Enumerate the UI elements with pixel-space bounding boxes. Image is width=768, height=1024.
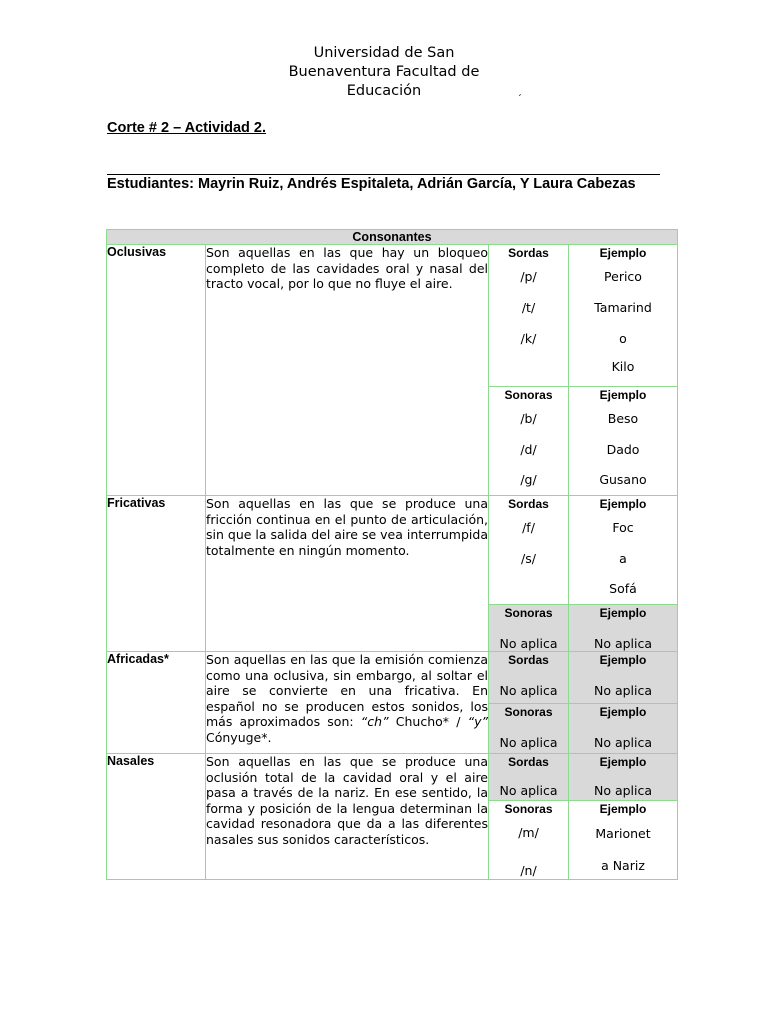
phoneme: /m/ [518,825,539,840]
fricativas-sordas-ejemplo-cell [569,496,678,605]
title-line-2: Buenaventura Facultad de [288,64,480,80]
example-word: o [619,331,627,346]
desc-fricativas: Son aquellas en las que se produce una fricción continua en el punto de articulación, sin que la salida del aire se vea interrumpida totalmente en ningún momento. [206,496,489,652]
example-word: Sofá [609,581,637,596]
students-line: Estudiantes: Mayrin Ruiz, Andrés Espitaleta, Adrián García, Y Laura Cabezas [107,176,636,192]
example-word: Marionet [595,826,651,841]
phoneme: /b/ [520,411,537,426]
sordas-label: Sordas [508,246,549,260]
no-aplica: No aplica [499,683,558,698]
nasales-sonoras-ejemplo-cell [569,801,678,880]
sonoras-label: Sonoras [504,388,553,402]
ejemplo-label: Ejemplo [599,497,647,511]
phoneme: /s/ [521,551,536,566]
fricativas-sonoras-cell [489,605,569,652]
example-word: Foc [612,520,634,535]
ejemplo-label: Ejemplo [599,755,647,769]
no-aplica: No aplica [593,735,653,750]
word-chucho: Chucho* / [388,714,468,729]
no-aplica: No aplica [593,783,653,798]
ejemplo-label: Ejemplo [599,388,647,402]
phoneme: /g/ [520,472,537,487]
no-aplica: No aplica [499,735,558,750]
divider-line [107,174,660,175]
activity-heading: Corte # 2 – Actividad 2. [107,120,267,136]
oclusivas-sordas-cell [489,245,569,387]
title-line-3: Educación [346,83,422,99]
ejemplo-label: Ejemplo [599,606,647,620]
ejemplo-label: Ejemplo [599,705,647,719]
example-word: Perico [604,269,642,284]
oclusivas-sonoras-cell [489,387,569,496]
example-word: Beso [607,411,639,426]
ejemplo-label: Ejemplo [599,246,647,260]
oclusivas-sordas-ejemplo-cell [569,245,678,387]
category-oclusivas: Oclusivas [107,245,206,496]
desc-oclusivas: Son aquellas en las que hay un bloqueo completo de las cavidades oral y nasal del tracto vocal, por lo que no fluye el aire. [206,245,489,496]
desc-africadas [206,652,489,754]
phoneme: /f/ [522,520,535,535]
quote-ch: “ch” [360,714,389,729]
no-aplica: No aplica [593,636,653,651]
table-title: Consonantes [107,230,678,245]
africadas-sonoras-cell [489,704,569,754]
sordas-label: Sordas [508,497,549,511]
category-africadas: Africadas* [107,652,206,754]
category-fricativas: Fricativas [107,496,206,652]
sordas-label: Sordas [508,653,549,667]
ejemplo-label: Ejemplo [599,802,647,816]
stray-mark: ´ [517,94,522,105]
nasales-sordas-cell [489,754,569,801]
consonants-table [106,229,678,880]
document-title [0,44,768,101]
phoneme: /p/ [520,269,537,284]
quote-y: “y” [467,714,488,729]
no-aplica: No aplica [593,683,653,698]
example-word: a [619,551,627,566]
example-word: Gusano [599,472,647,487]
ejemplo-label: Ejemplo [599,653,647,667]
word-conyuge: Cónyuge*. [206,729,272,745]
sonoras-label: Sonoras [504,705,553,719]
africadas-sonoras-ejemplo-cell [569,704,678,754]
phoneme: /n/ [520,863,537,878]
phoneme: /d/ [520,442,537,457]
no-aplica: No aplica [499,636,558,651]
fricativas-sonoras-ejemplo-cell [569,605,678,652]
nasales-sordas-ejemplo-cell [569,754,678,801]
africadas-sordas-ejemplo-cell [569,652,678,704]
sonoras-label: Sonoras [504,606,553,620]
sonoras-label: Sonoras [504,802,553,816]
fricativas-sordas-cell [489,496,569,605]
example-word: Tamarind [594,300,652,315]
nasales-sonoras-cell [489,801,569,880]
category-nasales: Nasales [107,754,206,880]
phoneme: /k/ [520,331,537,346]
title-line-1: Universidad de San [313,45,455,61]
no-aplica: No aplica [499,783,558,798]
sordas-label: Sordas [508,755,549,769]
example-word: a Nariz [601,858,645,873]
oclusivas-sonoras-ejemplo-cell [569,387,678,496]
phoneme: /t/ [521,300,536,315]
desc-nasales: Son aquellas en las que se produce una oclusión total de la cavidad oral y el aire pasa a través de la nariz. En ese sentido, la forma y posición de la lengua determinan la cavidad resonadora que da a las diferentes nasales sus sonidos característicos. [206,754,489,880]
desc-africadas-main: Son aquellas en las que la emisión comienza como una oclusiva, sin embargo, al soltar el aire se convierte en una fricativa. En español no se producen estos sonidos, los más aproximados son: [206,652,488,729]
example-word: Dado [606,442,640,457]
africadas-sordas-cell [489,652,569,704]
example-word: Kilo [611,359,635,374]
